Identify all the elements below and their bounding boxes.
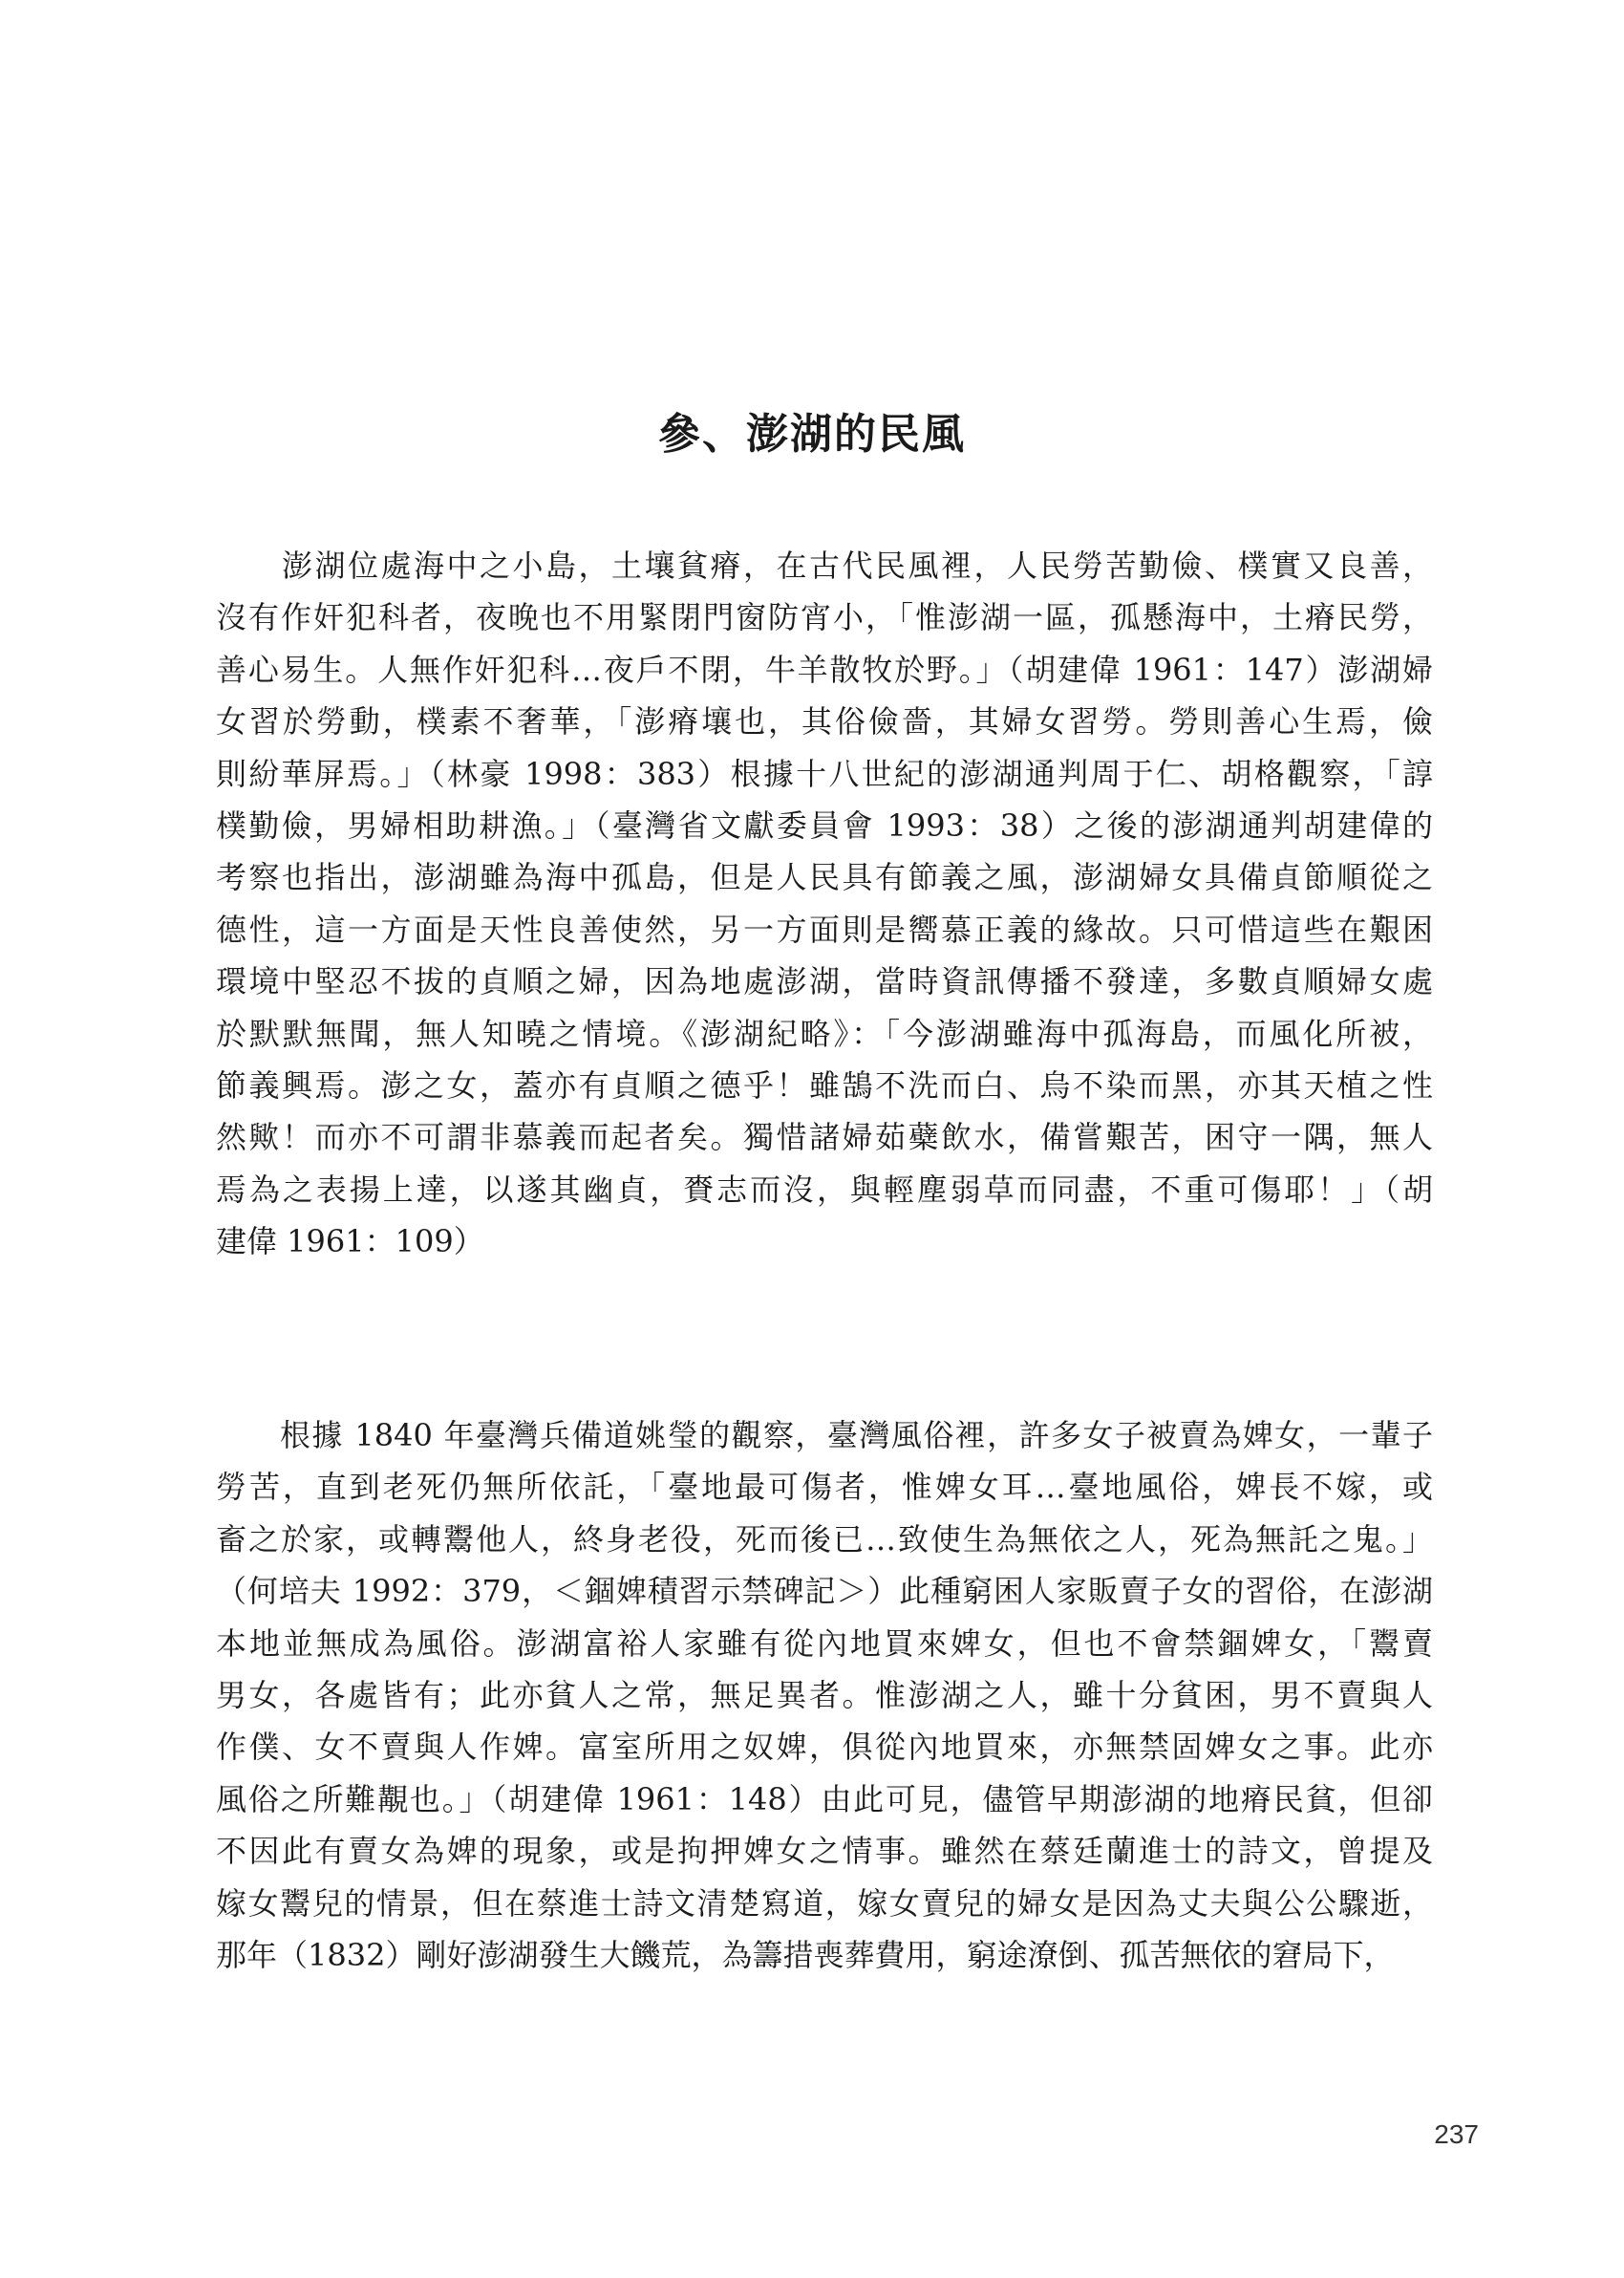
- paragraph-line: 嫁女鬻兒的情景，但在蔡進士詩文清楚寫道，嫁女賣兒的婦女是因為丈夫與公公驟逝，: [216, 1884, 1433, 1922]
- paragraph-line: 焉為之表揚上達，以遂其幽貞，賚志而沒，與輕塵弱草而同盡，不重可傷耶！」（胡: [216, 1171, 1433, 1208]
- paragraph-line: 然歟！而亦不可謂非慕義而起者矣。獨惜諸婦茹蘗飲水，備嘗艱苦，困守一隅，無人: [216, 1119, 1433, 1156]
- paragraph-line: 不因此有賣女為婢的現象，或是拘押婢女之情事。雖然在蔡廷蘭進士的詩文，曾提及: [216, 1833, 1433, 1870]
- paragraph-line: 則紛華屏焉。」（林豪 1998：383）根據十八世紀的澎湖通判周于仁、胡格觀察，「諄: [216, 755, 1433, 792]
- paragraph-2: [216, 1409, 1433, 1981]
- paragraph-line: 善心易生。人無作奸犯科…夜戶不閉，牛羊散牧於野。」（胡建偉 1961：147）澎湖婦: [216, 651, 1433, 688]
- page-number: 237: [1434, 2119, 1479, 2149]
- paragraph-line: 德性，這一方面是天性良善使然，另一方面則是嚮慕正義的緣故。只可惜這些在艱困: [216, 911, 1433, 948]
- paragraph-1: [216, 540, 1433, 1268]
- paragraph-line: 根據 1840 年臺灣兵備道姚瑩的觀察，臺灣風俗裡，許多女子被賣為婢女，一輩子: [216, 1417, 1433, 1453]
- paragraph-line: 本地並無成為風俗。澎湖富裕人家雖有從內地買來婢女，但也不會禁錮婢女，「鬻賣: [216, 1624, 1433, 1662]
- paragraph-line: （何培夫 1992：379，＜錮婢積習示禁碑記＞）此種窮困人家販賣子女的習俗，在澎湖: [216, 1573, 1433, 1610]
- section-title: 參、澎湖的民風: [658, 410, 966, 459]
- paragraph-line: 女習於勞動，樸素不奢華，「澎瘠壤也，其俗儉嗇，其婦女習勞。勞則善心生焉，儉: [216, 703, 1433, 741]
- paragraph-line: 樸勤儉，男婦相助耕漁。」（臺灣省文獻委員會 1993：38）之後的澎湖通判胡建偉的: [216, 807, 1433, 845]
- paragraph-line: 勞苦，直到老死仍無所依託，「臺地最可傷者，惟婢女耳…臺地風俗，婢長不嫁，或: [216, 1469, 1433, 1506]
- paragraph-line: 節義興焉。澎之女，蓋亦有貞順之德乎！雖鵠不洗而白、烏不染而黑，亦其天植之性: [216, 1067, 1433, 1105]
- paragraph-line: 那年（1832）剛好澎湖發生大饑荒，為籌措喪葬費用，窮途潦倒、孤苦無依的窘局下，: [216, 1937, 1395, 1974]
- paragraph-line: 環境中堅忍不拔的貞順之婦，因為地處澎湖，當時資訊傳播不發達，多數貞順婦女處: [216, 963, 1433, 1000]
- paragraph-line: 沒有作奸犯科者，夜晚也不用緊閉門窗防宵小，「惟澎湖一區，孤懸海中，土瘠民勞，: [216, 599, 1433, 636]
- paragraph-line: 畜之於家，或轉鬻他人，終身老役，死而後已…致使生為無依之人，死為無託之鬼。」: [216, 1520, 1433, 1558]
- paragraph-line: 於默默無聞，無人知曉之情境。《澎湖紀略》：「今澎湖雖海中孤海島，而風化所被，: [216, 1015, 1433, 1052]
- paragraph-line: 考察也指出，澎湖雖為海中孤島，但是人民具有節義之風，澎湖婦女具備貞節順從之: [216, 859, 1433, 896]
- paragraph-line: 風俗之所難覯也。」（胡建偉 1961：148）由此可見，儘管早期澎湖的地瘠民貧，但卻: [216, 1780, 1433, 1817]
- paragraph-line: 作僕、女不賣與人作婢。富室所用之奴婢，俱從內地買來，亦無禁固婢女之事。此亦: [216, 1729, 1433, 1766]
- paragraph-line: 澎湖位處海中之小島，土壤貧瘠，在古代民風裡，人民勞苦勤儉、樸實又良善，: [216, 548, 1433, 584]
- paragraph-line: 男女，各處皆有；此亦貧人之常，無足異者。惟澎湖之人，雖十分貧困，男不賣與人: [216, 1677, 1433, 1714]
- paragraph-line: 建偉 1961：109）: [216, 1223, 484, 1260]
